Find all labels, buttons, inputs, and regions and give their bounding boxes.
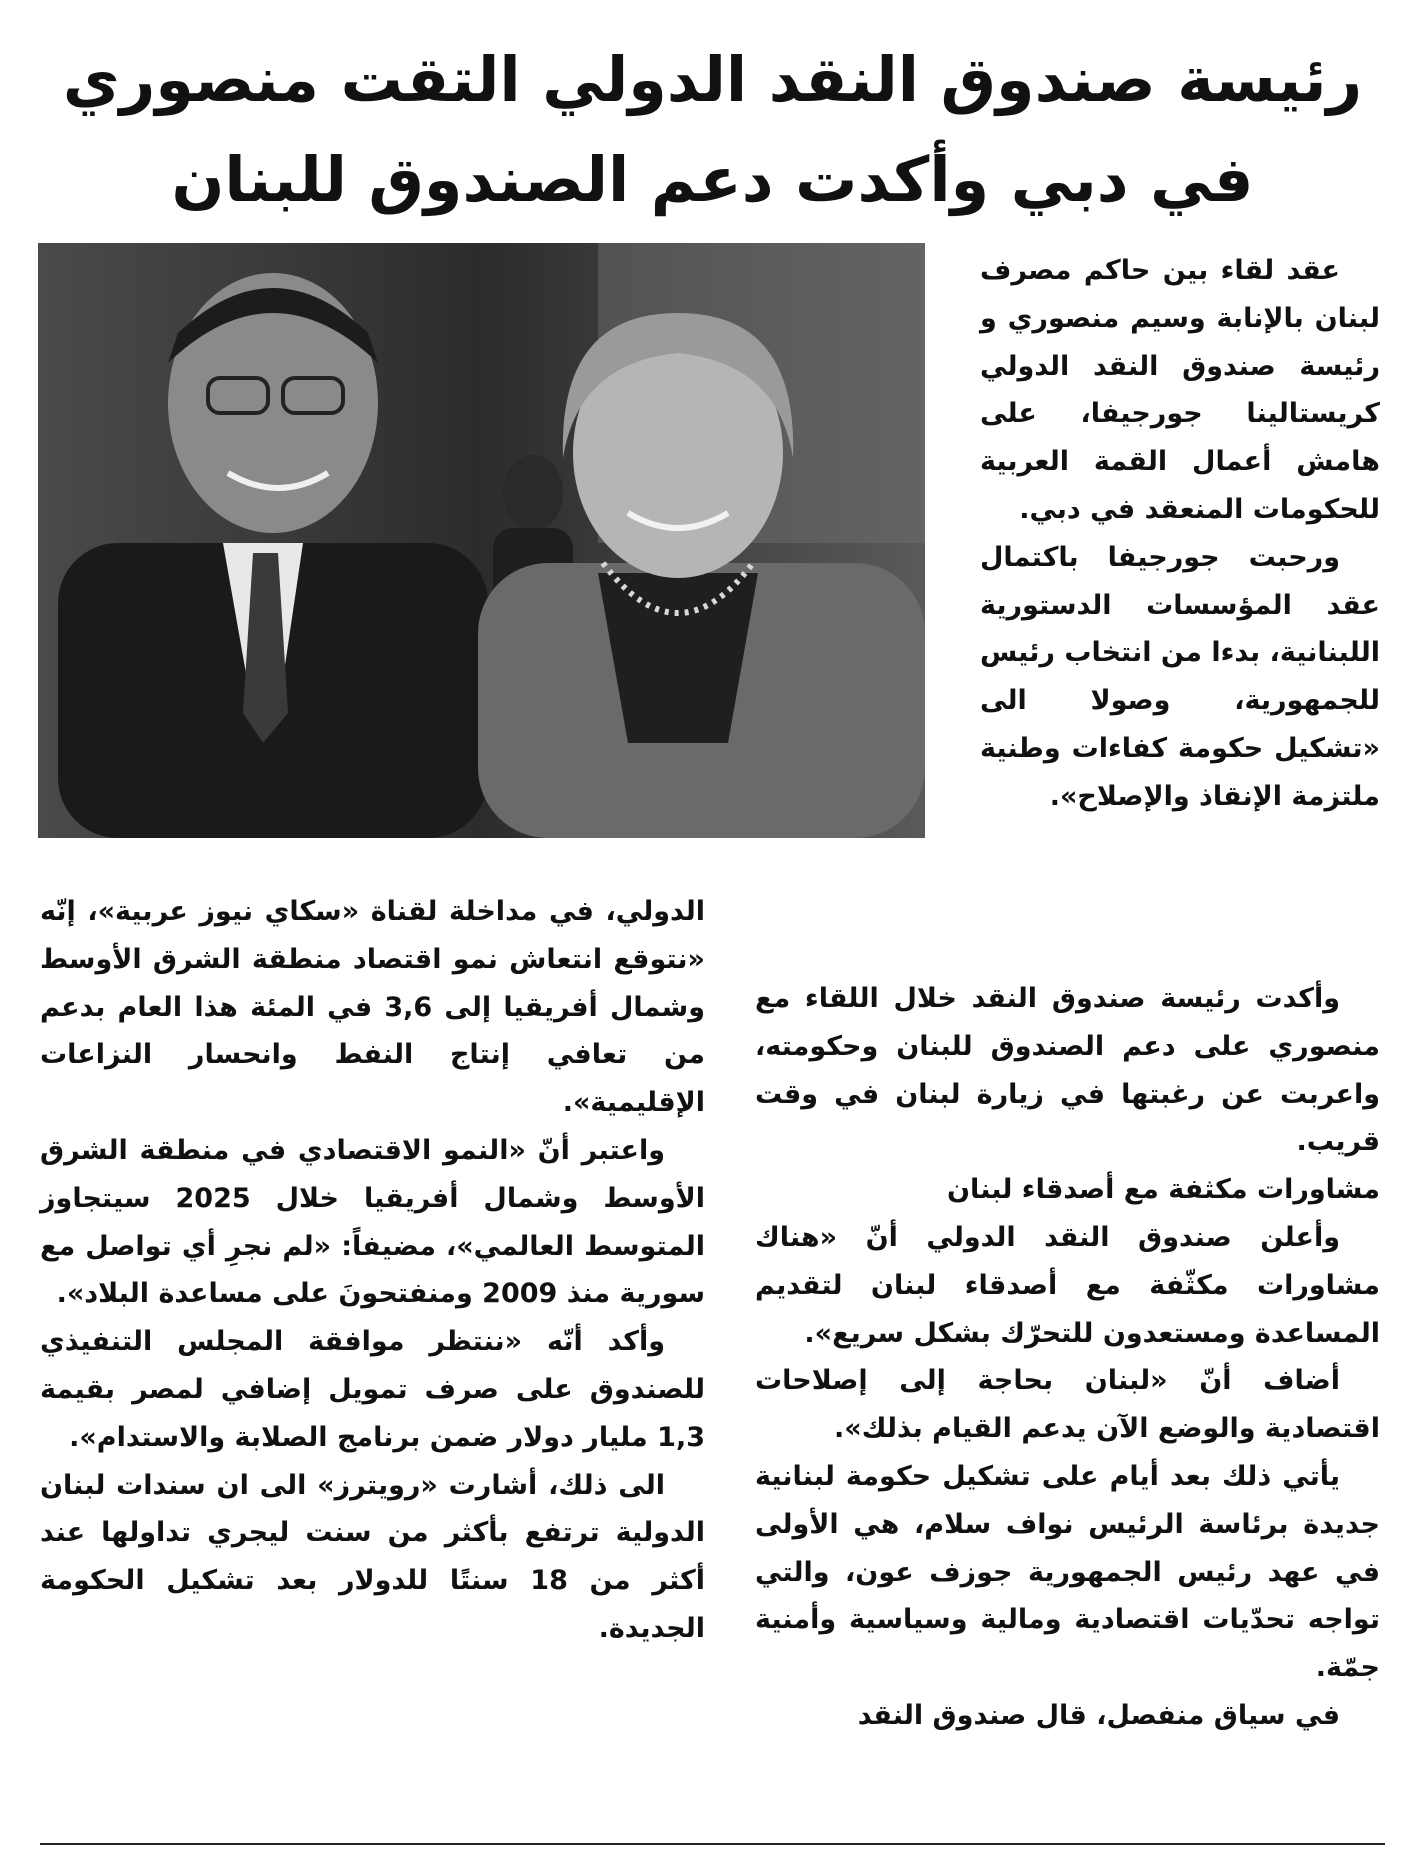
paragraph: وأكد أنّه «ننتظر موافقة المجلس التنفيذي للصندوق على صرف تمويل إضافي لمصر بقيمة 1,3 مليار دولار ضمن برنامج الصلابة والاستدام». bbox=[40, 1326, 705, 1453]
bottom-divider bbox=[40, 1843, 1385, 1845]
headline bbox=[40, 30, 1385, 230]
paragraph: ورحبت جورجيفا باكتمال عقد المؤسسات الدستورية اللبنانية، بدءا من انتخاب رئيس للجمهورية، وصولا الى «تشكيل حكومة كفاءات وطنية ملتزمة الإنقاذ والإصلاح». bbox=[980, 541, 1380, 812]
paragraph: الدولي، في مداخلة لقناة «سكاي نيوز عربية»، إنّه «نتوقع انتعاش نمو اقتصاد منطقة الشرق الأوسط وشمال أفريقيا إلى 3,6 في المئة هذا العام بدعم من تعافي إنتاج النفط وانحسار النزاعات الإقليمية». bbox=[40, 896, 705, 1119]
paragraph: عقد لقاء بين حاكم مصرف لبنان بالإنابة وسيم منصوري و رئيسة صندوق النقد الدولي كريستالينا جورجيفا، على هامش أعمال القمة العربية للحكومات المنعقد في دبي. bbox=[980, 255, 1380, 525]
paragraph: واعتبر أنّ «النمو الاقتصادي في منطقة الشرق الأوسط وشمال أفريقيا خلال 2025 سيتجاوز المتوسط العالمي»، مضيفاً: «لم نجرِ أي تواصل مع سورية منذ 2009 ومنفتحونَ على مساعدة البلاد». bbox=[40, 1134, 705, 1310]
photo-of-two-people-icon bbox=[38, 243, 925, 838]
news-photo bbox=[38, 243, 925, 838]
subheading: مشاورات مكثفة مع أصدقاء لبنان bbox=[947, 1174, 1380, 1206]
paragraph: وأعلن صندوق النقد الدولي أنّ «هناك مشاورات مكثّفة مع أصدقاء لبنان لتقديم المساعدة ومستعدون للتحرّك بشكل سريع». bbox=[755, 1221, 1380, 1349]
article-column-left bbox=[40, 888, 705, 1653]
paragraph: الى ذلك، أشارت «رويترز» الى ان سندات لبنان الدولية ترتفع بأكثر من سنت ليجري تداولها عند أكثر من 18 سنتًا للدولار بعد تشكيل الحكومة الجديدة. bbox=[40, 1469, 705, 1644]
headline-line-2: في دبي وأكدت دعم الصندوق للبنان bbox=[171, 143, 1254, 216]
paragraph: أضاف أنّ «لبنان بحاجة إلى إصلاحات اقتصادية والوضع الآن يدعم القيام بذلك». bbox=[755, 1365, 1380, 1445]
article-column-top bbox=[980, 247, 1380, 821]
paragraph: يأتي ذلك بعد أيام على تشكيل حكومة لبنانية جديدة برئاسة الرئيس نواف سلام، هي الأولى في عهد رئيس الجمهورية جوزف عون، والتي تواجه تحدّيات اقتصادية ومالية وسياسية وأمنية جمّة. bbox=[755, 1460, 1380, 1684]
headline-line-1: رئيسة صندوق النقد الدولي التقت منصوري bbox=[62, 43, 1363, 116]
paragraph: في سياق منفصل، قال صندوق النقد bbox=[857, 1699, 1340, 1731]
article-column-right bbox=[755, 975, 1380, 1740]
paragraph: وأكدت رئيسة صندوق النقد خلال اللقاء مع منصوري على دعم الصندوق للبنان وحكومته، واعربت عن رغبتها في زيارة لبنان في وقت قريب. bbox=[755, 983, 1380, 1158]
